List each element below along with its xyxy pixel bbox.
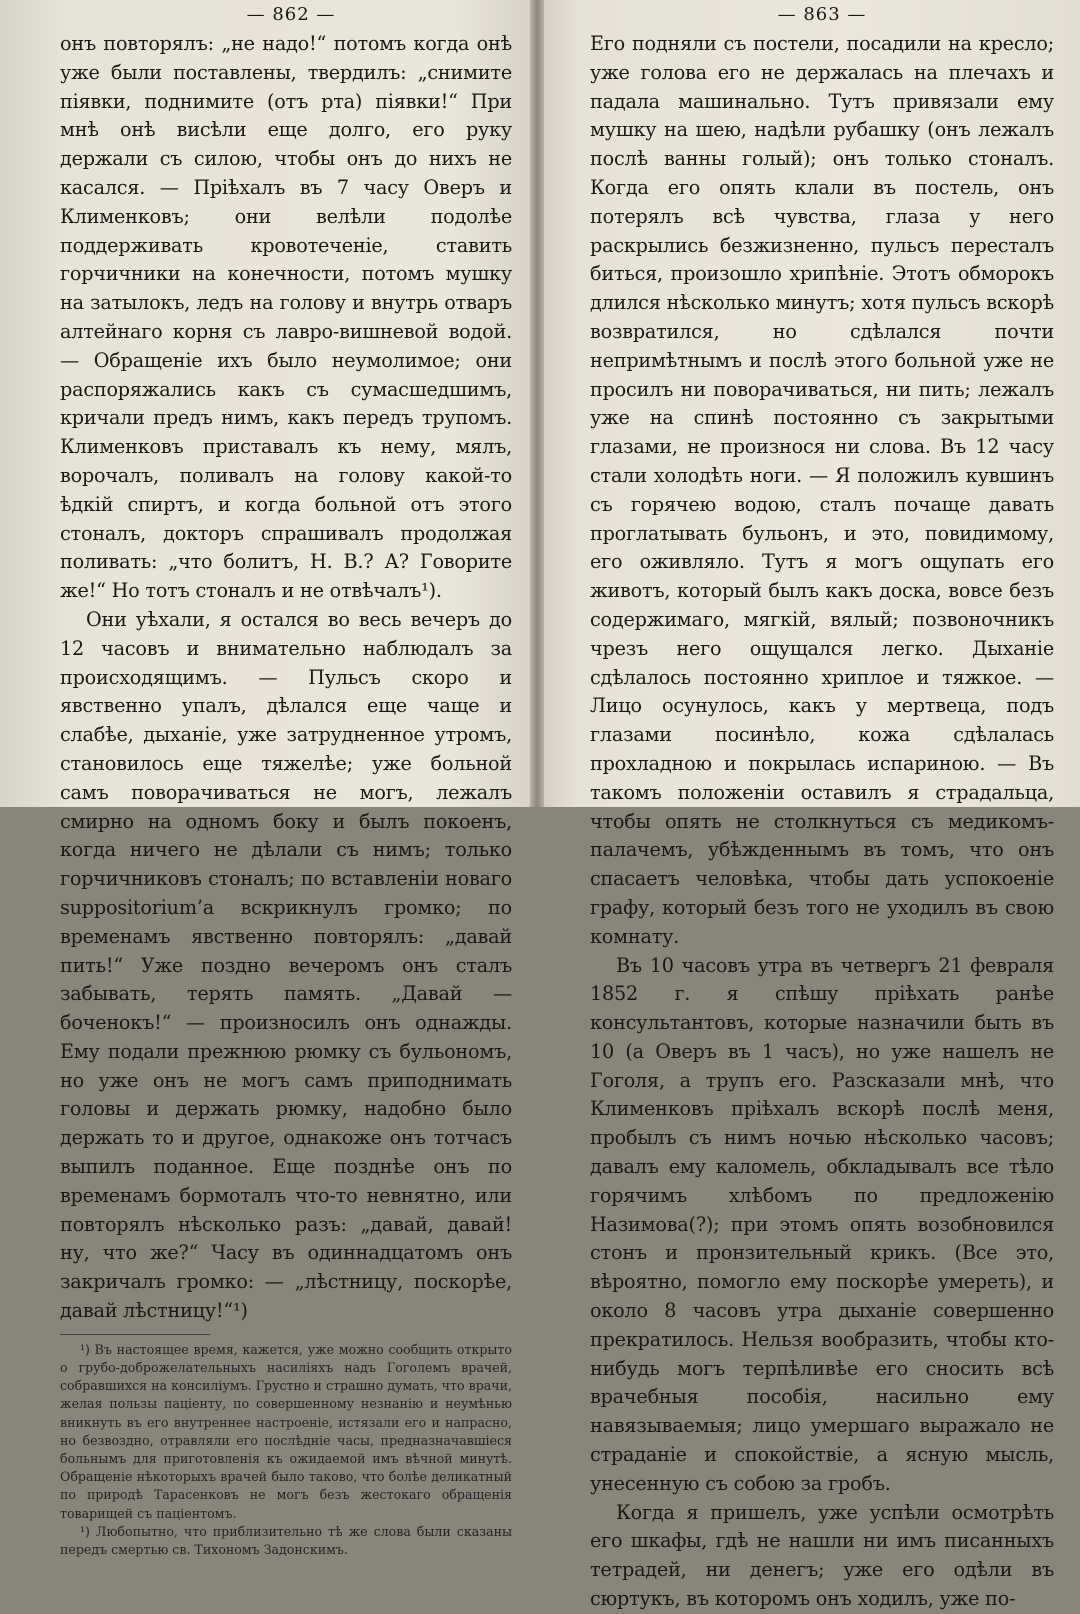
right-page	[534, 0, 1080, 1611]
paragraph: Его подняли съ постели, посадили на кресло; уже голова его не держалась на плечахъ и падала машинально. Тутъ привязали ему мушку на шею, надѣли рубашку (онъ лежалъ послѣ ванны голый); онъ только стоналъ. Когда его опять клали въ постель, онъ потерялъ всѣ чувства, глаза у него раскрылись безжизненно, пульсъ пересталъ биться, произошло хрипѣніе. Этотъ обморокъ длился нѣсколько минутъ; хотя пульсъ вскорѣ возвратился, но сдѣлался почти непримѣтнымъ и послѣ этого больной уже не просилъ ни поворачиваться, ни пить; лежалъ уже на спинѣ постоянно съ закрытыми глазами, не произнося ни слова. Въ 12 часу стали холодѣть ноги. — Я положилъ кувшинъ съ горячею водою, сталъ почаще давать проглатывать бульонъ, и это, повидимому, его оживляло. Тутъ я могъ ощупать его животъ, который былъ какъ доска, вовсе безъ содержимаго, мягкій, вялый; позвоночникъ чрезъ него ощущался легко. Дыханіе сдѣлалось постоянно хриплое и тяжкое. — Лицо осунулось, какъ у мертвеца, подъ глазами посинѣло, кожа сдѣлалась прохладною и покрылась испариною. — Въ такомъ положеніи оставилъ я страдальца, чтобы опять не столкнуться съ медикомъ-палачемъ, убѣжденнымъ въ томъ, что онъ спасаетъ человѣка, чтобы дать успокоеніе графу, который безъ того не уходилъ въ свою комнату.	[590, 32, 1054, 948]
page-text	[60, 30, 512, 1326]
paragraph: Когда я пришелъ, уже успѣли осмотрѣть его шкафы, гдѣ не нашли ни имъ писанныхъ тетрадей, ни денегъ; уже его одѣли въ сюртукъ, въ которомъ онъ ходилъ, уже по-	[590, 1500, 1054, 1611]
paragraph: Въ 10 часовъ утра въ четвергъ 21 февраля 1852 г. я спѣшу пріѣхать ранѣе консультантовъ, которые назначили быть въ 10 (а Оверъ въ 1 часъ), но уже нашелъ не Гоголя, а трупъ его. Разсказали мнѣ, что Клименковъ пріѣхалъ вскорѣ послѣ меня, пробылъ съ нимъ ночью нѣсколько часовъ; давалъ ему каломель, обкладывалъ все тѣло горячимъ хлѣбомъ по предложенію Назимова(?); при этомъ опять возобновился стонъ и пронзительный крикъ. (Все это, вѣроятно, помогло ему поскорѣе умереть), и около 8 часовъ утра дыханіе совершенно прекратилось. Нельзя вообразить, чтобы кто-нибудь могъ терпѣливѣе его сносить всѣ врачебныя пособія, насильно ему навязываемыя; лицо умершаго выражало не страданіе и спокойствіе, а ясную мысль, унесенную съ собою за гробъ.	[590, 953, 1054, 1495]
page-number: — 863 —	[777, 4, 867, 25]
footnotes	[60, 1341, 512, 1559]
paragraph: онъ повторялъ: „не надо!“ потомъ когда онѣ уже были поставлены, твердилъ: „снимите піявки, поднимите (отъ рта) піявки!“ При мнѣ онѣ висѣли еще долго, его руку держали съ силою, чтобы онъ до нихъ не касался. — Пріѣхалъ въ 7 часу Оверъ и Клименковъ; они велѣли подолѣе поддерживать кровотеченіе, ставить горчичники на конечности, потомъ мушку на затылокъ, ледъ на голову и внутрь отваръ алтейнаго корня съ лавро-вишневой водой. — Обращеніе ихъ было неумолимое; они распоряжались какъ съ сумасшедшимъ, кричали предъ нимъ, какъ передъ трупомъ. Клименковъ приставалъ къ нему, мялъ, ворочалъ, поливалъ на голову какой-то ѣдкій спиртъ, и когда больной отъ этого стоналъ, докторъ спрашивалъ продолжая поливать: „что болитъ, Н. В.? А? Говорите же!“ Но тотъ стоналъ и не отвѣчалъ¹).	[60, 32, 512, 603]
left-page	[0, 0, 534, 1558]
page-text	[590, 30, 1054, 1614]
footnote-divider	[60, 1334, 210, 1335]
paragraph: Они уѣхали, я остался во весь вечеръ до 12 часовъ и внимательно наблюдалъ за происходящимъ. — Пульсъ скоро и явственно упалъ, дѣлался еще чаще и слабѣе, дыханіе, уже затрудненное утромъ, становилось еще тяжелѣе; уже больной самъ поворачиваться не могъ, лежалъ смирно на одномъ боку и былъ покоенъ, когда ничего не дѣлали съ нимъ; только горчичниковъ стоналъ; по вставленіи новаго suppositorium’а вскрикнулъ громко; по временамъ явственно повторялъ: „давай пить!“ Уже поздно вечеромъ онъ сталъ забывать, терять память. „Давай — боченокъ!“ — произносилъ онъ однажды. Ему подали прежнюю рюмку съ бульономъ, но уже онъ не могъ самъ приподнимать головы и держать рюмку, надобно было держать то и другое, однакоже онъ тотчасъ выпилъ поданное. Еще позднѣе онъ по временамъ бормоталъ что-то невнятно, или повторялъ нѣсколько разъ: „давай, давай! ну, что же?“ Часу въ одиннадцатомъ онъ закричалъ громко: — „лѣстницу, поскорѣе, давай лѣстницу!“¹)	[60, 607, 512, 1323]
book-gutter	[530, 0, 544, 807]
footnote: ¹) Въ настоящее время, кажется, уже можно сообщить открыто о грубо-доброжелательныхъ насиліяхъ надъ Гоголемъ врачей, собравшихся на консиліумъ. Грустно и страшно думать, что врачи, желая пользы паціенту, по совершенному незнанію и неумѣнью вникнуть въ его внутреннее настроеніе, истязали его и напрасно, но безвоздно, отравляли его послѣдніе часы, предназначавшіеся больнымъ для приготовленія къ ожидаемой имъ вѣчной минутѣ. Обращеніе нѣкоторыхъ врачей было таково, что болѣе деликатный по природѣ Тарасенковъ не могъ безъ жестокаго обращенія товарищей съ паціентомъ.	[60, 1341, 512, 1521]
footnote: ¹) Любопытно, что приблизительно тѣ же слова были сказаны передъ смертью св. Тихономъ Задонскимъ.	[60, 1523, 512, 1558]
page-number: — 862 —	[246, 4, 336, 25]
